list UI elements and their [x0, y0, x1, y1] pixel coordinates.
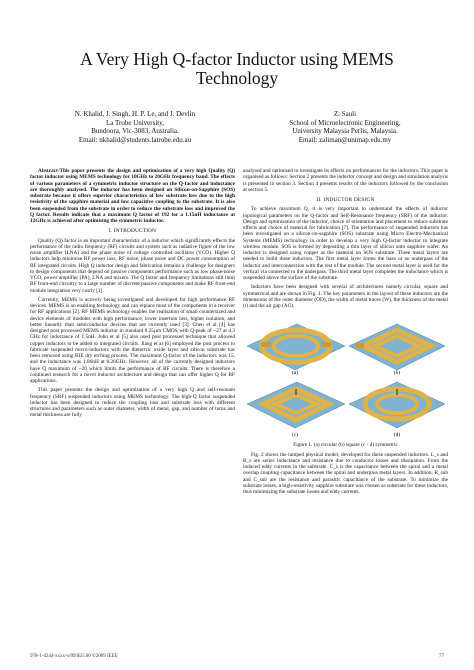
author-affiliation: La Trobe University, — [105, 118, 165, 127]
paragraph: This paper presents the design and optimisation of a very high Q and self-resonant frequency (SRF) suspended inductors using MEMS technology. The high-Q factor suspended inductor has been designed to reduce the coupling loss and substrate loss with different structures and parameters such as outer diameter, width of metal, gap, and number of turns and metal thickness are fully — [30, 387, 235, 419]
left-column — [30, 168, 235, 422]
right-column — [243, 168, 448, 498]
author-block-right — [245, 110, 445, 144]
square-inductor-image — [349, 324, 445, 370]
paragraph: To achieve maximum Q, it is very important to understand the effects of inductor topological parameters on the Q-factor and Self-Resonance frequency (SRF) of the inductor. Design and optimisation of the inductor, choice of orientation and placement to reduce substrate effects and choice of material for fabrication [7]. The performance of suspended inductors has been investigated on a silicon-on-sapphire (SOS) substrate using Micro Electro-Mechanical Systems (MEMS) technology in order to develop a very high Q-factor inductor to integrate wireless module. SOS is formed by depositing a thin layer of silicon onto sapphire wafer. An inductor is designed using copper as the material on SOS substrate. Three metal layers are needed to build these inductors. The first metal layer forms the base or an underpass of the inductor and interconnection with the rest of the module. The second metal layer is used for the vertical via connected to the underpass. The third metal layer completes the inductance which is suspended above the surface of the substrate. — [243, 206, 448, 281]
section-heading-introduction: I. INTRODUCTION — [108, 228, 157, 235]
inductor-figure-svg — [243, 312, 448, 440]
title-line-2: Technology — [195, 68, 279, 88]
circular-inductor-image — [247, 324, 345, 370]
section-heading-inductor-design: II. INDUCTOR DESIGN — [316, 197, 375, 203]
page-number: 77 — [439, 654, 444, 659]
paragraph: analysed and optimised to investigate its effects on performances for the inductors. This paper is organised as follows: Section 2 presents the inductor concept and design and simulation analysis is presented in section 3. Section 4 presents results of the inductors followed by the conclusion at section 5. — [243, 168, 448, 193]
paragraph: Fig. 2 shows the lumped physical model, developed for these suspended inductors. L_s and R_s are series inductance and resistance due to conductor losses and dissipation. From the induced eddy currents in the substrate. C_s is the capacitance between the spiral and a metal overlap coupling capacitance between the spiral and underpass metal layers. In addition, R_sub and C_sub are the resistance and parasitic capacitance of the substrate. To minimize the substrate losses, a high-resistivity sapphire substrate was chosen as substrate for these inductors, thus minimizing the substrate losses and eddy currents. — [243, 451, 448, 495]
figure-inductor-structures — [243, 312, 448, 440]
author-block-left — [40, 110, 230, 144]
copyright-line: 978-1-4244-xxxx-x/09/$25.00 ©2009 IEEE — [30, 654, 118, 659]
author-address: University Malaysia Perlis, Malaysia. — [292, 127, 398, 136]
paragraph: Quality (Q) factor is an important characteristic of a inductor which significantly effects the performance of the radio frequency (RF) circuits and system such as radiative figure of the low noise amplifier (LNA) and the phase noise of voltage controlled oscillator (VCO). Higher Q inductors help minimise RF power loss, RF noise, phase noise and DC power consumption of RF integrated circuits. High Q inductor design and fabrication remains a challenge for designers to design components that depend on passive components performance such as low phase-noise VCO, power amplifier (PA), LNA and mixers. The Q factor and frequency limitations still limit RF front-end circuitry to a large number of discrete passive components and make RF front-end module integration very costly [1]. — [30, 237, 235, 294]
author-affiliation: School of Microelectronic Engineering, — [289, 118, 401, 127]
author-email: Email: zaliman@unimap.edu.my — [298, 135, 392, 144]
paragraph: Currently, MEMS is actively being investigated and developed for high performance RF devices. MEMS is an enabling technology and can replace most of the components in a receiver for RF applications [2]. RF MEMS technology enables the realisation of small countersized and device elements of modules with high performance, lower insertion loss, higher isolation, and better linearity than semiconductor devices that are currently used [3]. Chen et al [4] has designed post processed MEMS inductor in standard 0.25µm CMOS with Q-peak of ~27 at 4.3 GHz for inductance of 1.5nH. John et al [5] also used post processed technique that allowed copper inductors to be added to integrated circuits. Jiang et al [6] employed the post process to fabricate suspended micro-inductors with the dielectric oxide layer and silicon substrate has been removed using RIE dry etching process. The maximum Q-factor of the inductors was 15, and the inductance was 1.86nH at 8.26GHz. However, all of the currently designed inductors have Q maximum of ~20 which limits the performance of RF circuits. There is therefore a continued research for a novel inductor architecture and design that can offer higher Q for RF applications. — [30, 296, 235, 384]
page-footer — [30, 654, 444, 659]
paper-title — [0, 50, 474, 88]
symmetric-inductor-image-c — [247, 382, 345, 428]
title-line-1: A Very High Q-factor Inductor using MEMS — [80, 49, 394, 69]
figure-label-a: (a) — [291, 370, 299, 377]
symmetric-inductor-image-d — [349, 382, 445, 428]
figure-caption: Figure 1. (a) circular (b) square (c - d) symmetric — [293, 442, 398, 449]
figure-label-b: (b) — [393, 370, 401, 377]
paragraph: Inductors have been designed with several of architectures namely circular, square and symmetrical and are shown in Fig. 1. The key parameters in the layout of these inductors are the dimensions of the outer diameter (OD), the width of metal traces (W), the thickness of the metal (t) and the air gap (AG). — [243, 284, 448, 309]
author-names: N. Khalid, J. Singh, H. P. Le, and J. Devlin — [74, 110, 196, 118]
abstract: Abstract-This paper presents the design and optimisation of a very high Quality (Q) factor inductor using MEMS technology for 10GHz to 20GHz frequency band. The effects of various parameters of a symmetric inductor structure on the Q-factor and inductance are thoroughly analysed. The inductor has been designed on Silicon-on-Sapphire (SOS) substrate because it offers superior characteristics of low substrate loss due to the high resistivity of the sapphire material and low capacitive coupling to the substrate. It is also been suspended from the substrate in order to reduce the substrate loss and improved the Q factor. Results indicate that a maximum Q factor of 192 for a 1.15nH inductance at 12GHz is achieved after optimising the symmetric inductor. — [30, 168, 235, 224]
author-email: Email: nkhalid@students.latrobe.edu.au — [78, 135, 192, 144]
author-names: Z. Sauli — [333, 110, 357, 118]
author-address: Bundoora, Vic-3083, Australia. — [91, 127, 179, 136]
figure-label-c: (c) — [291, 432, 299, 439]
figure-label-d: (d) — [393, 432, 401, 439]
